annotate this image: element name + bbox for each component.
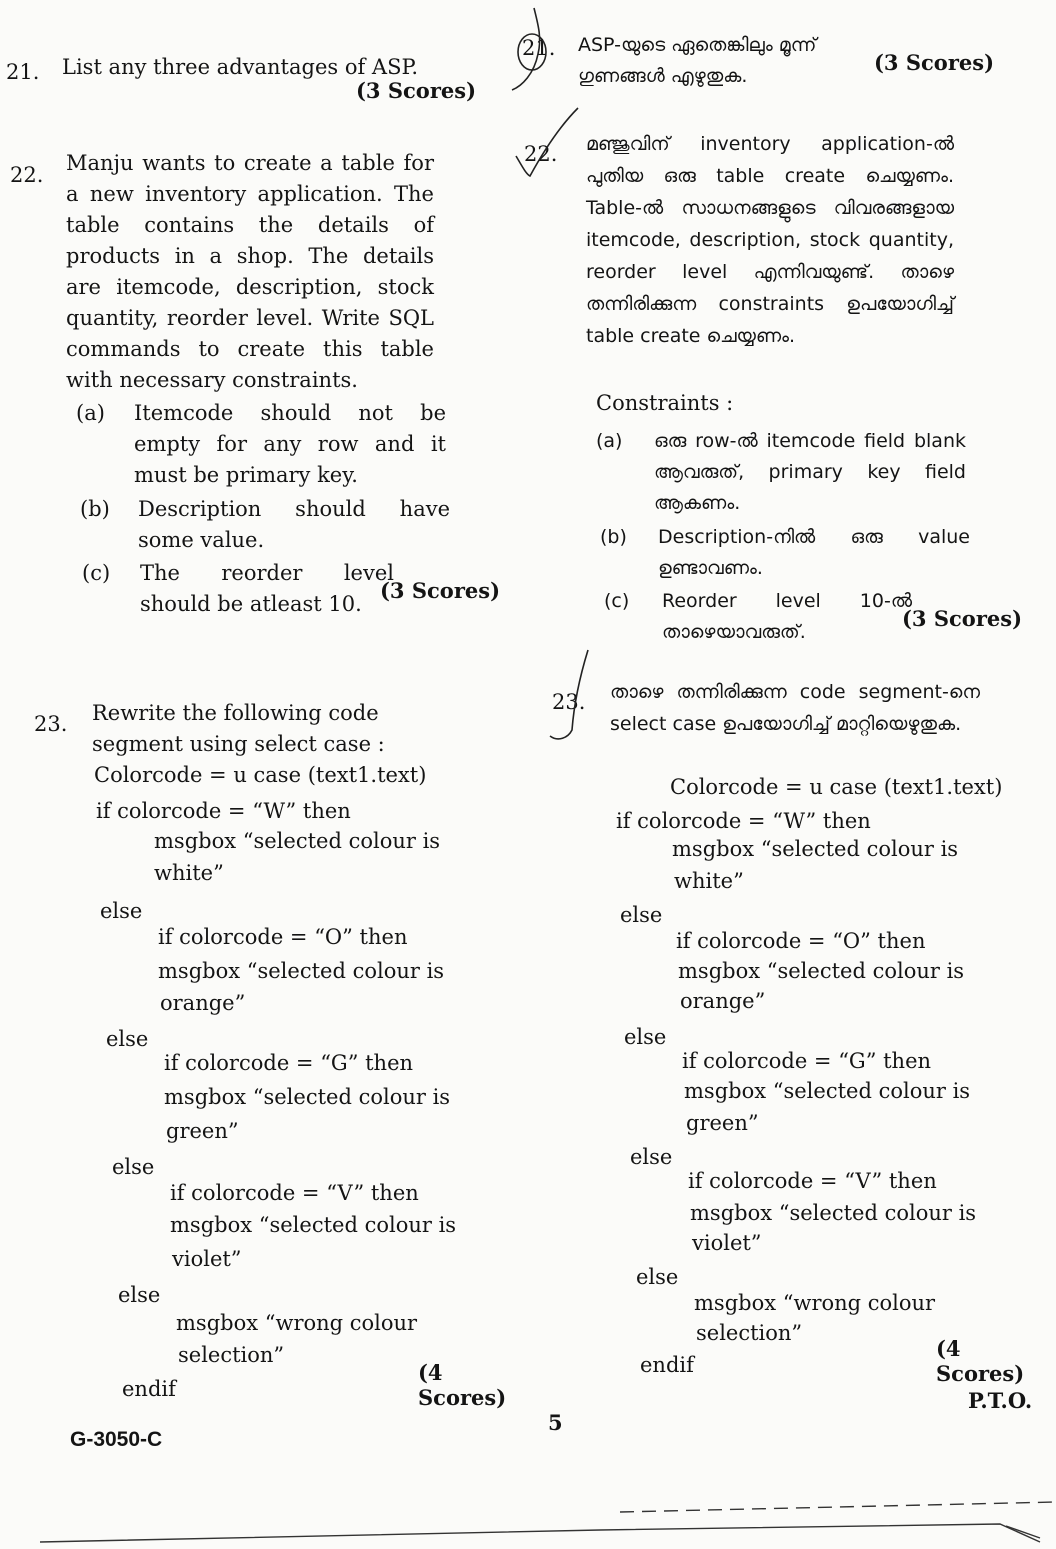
code-line: orange” bbox=[160, 991, 246, 1015]
code-line: white” bbox=[674, 869, 744, 893]
code-line: msgbox “wrong colour bbox=[694, 1291, 936, 1315]
code-line: white” bbox=[154, 861, 224, 885]
q22-text: മഞ്ജുവിന് inventory application-ൽ പുതിയ ഒരു table create ചെയ്യണം. Table-ൽ സാധനങ്ങളുടെ വിവരങ്ങളായ itemcode, description, stock quantity, reorder level എന്നിവയുണ്ട്. താഴെ തന്നിരിക്കുന്ന constraints ഉപയോഗിച്ച് table create ചെയ്യണം. bbox=[586, 133, 954, 347]
item-text: Reorder level 10-ൽ താഴെയാവരുത്. bbox=[662, 590, 912, 643]
code-line: msgbox “selected colour is bbox=[158, 959, 445, 983]
q21-score: (3 Scores) bbox=[356, 78, 477, 103]
q22-score: (3 Scores) bbox=[902, 606, 1023, 631]
item-label: (c) bbox=[604, 590, 630, 612]
q22-constraints-label: Constraints : bbox=[596, 391, 734, 415]
code-line: if colorcode = “V” then bbox=[688, 1169, 937, 1193]
code-line: if colorcode = “W” then bbox=[96, 799, 351, 823]
q23-intro: താഴെ തന്നിരിക്കുന്ന code segment-നെ select case ഉപയോഗിച്ച് മാറ്റിയെഴുതുക. bbox=[610, 681, 980, 735]
q21-text: ASP-യുടെ ഏതെങ്കിലും മൂന്ന് ഗുണങ്ങൾ എഴുതുക. bbox=[578, 34, 817, 87]
q21-text: List any three advantages of ASP. bbox=[62, 55, 419, 79]
code-line: if colorcode = “O” then bbox=[676, 929, 926, 953]
code-line: if colorcode = “W” then bbox=[616, 809, 871, 833]
item-label: (c) bbox=[82, 561, 111, 585]
code-line: msgbox “selected colour is bbox=[170, 1213, 457, 1237]
q22-score: (3 Scores) bbox=[380, 578, 501, 603]
code-line: else bbox=[620, 903, 663, 927]
item-text: ഒരു row-ൽ itemcode field blank ആവരുത്, primary key field ആകണം. bbox=[654, 430, 966, 514]
code-line: endif bbox=[640, 1353, 694, 1377]
q23-number: 23. bbox=[552, 690, 586, 714]
q21-number: 21. bbox=[522, 36, 556, 60]
q22-number: 22. bbox=[524, 142, 558, 166]
code-line: msgbox “selected colour is bbox=[164, 1085, 451, 1109]
code-line: else bbox=[118, 1283, 161, 1307]
q22-item-b bbox=[600, 522, 972, 588]
code-line: else bbox=[630, 1145, 673, 1169]
scan-edge-lines bbox=[0, 1490, 1056, 1549]
q23-score: (4 Scores) bbox=[936, 1336, 1025, 1386]
code-line: endif bbox=[122, 1377, 176, 1401]
item-label: (b) bbox=[80, 497, 110, 521]
code-line: msgbox “selected colour is bbox=[690, 1201, 977, 1225]
code-line: Colorcode = u case (text1.text) bbox=[94, 763, 427, 787]
item-text: Description should have some value. bbox=[138, 497, 450, 552]
code-line: msgbox “selected colour is bbox=[672, 837, 959, 861]
code-line: Colorcode = u case (text1.text) bbox=[670, 775, 1003, 799]
code-line: else bbox=[636, 1265, 679, 1289]
code-line: green” bbox=[686, 1111, 759, 1135]
item-text: Description-നിൽ ഒരു value ഉണ്ടാവണം. bbox=[658, 526, 970, 579]
q22-number: 22. bbox=[10, 163, 44, 187]
q22-item-a bbox=[76, 398, 446, 494]
q22-check-mark-icon bbox=[512, 104, 582, 184]
code-line: violet” bbox=[692, 1231, 762, 1255]
code-line: msgbox “wrong colour bbox=[176, 1311, 418, 1335]
code-line: else bbox=[112, 1155, 155, 1179]
code-line: selection” bbox=[696, 1321, 803, 1345]
code-line: if colorcode = “O” then bbox=[158, 925, 408, 949]
code-line: orange” bbox=[680, 989, 766, 1013]
code-line: else bbox=[624, 1025, 667, 1049]
item-label: (b) bbox=[600, 526, 627, 548]
q21-check-mark-icon bbox=[508, 4, 560, 96]
code-line: green” bbox=[166, 1119, 239, 1143]
code-line: violet” bbox=[172, 1247, 242, 1271]
item-text: Itemcode should not be empty for any row and it must be primary key. bbox=[134, 401, 446, 487]
q23-number: 23. bbox=[34, 712, 68, 736]
code-line: if colorcode = “G” then bbox=[164, 1051, 414, 1075]
code-line: msgbox “selected colour is bbox=[678, 959, 965, 983]
q22-item-a bbox=[596, 426, 968, 524]
code-line: selection” bbox=[178, 1343, 285, 1367]
q21-number: 21. bbox=[6, 60, 40, 84]
item-label: (a) bbox=[76, 401, 105, 425]
q21-score: (3 Scores) bbox=[874, 50, 995, 75]
page-number: 5 bbox=[548, 1410, 563, 1435]
item-label: (a) bbox=[596, 430, 623, 452]
code-line: if colorcode = “G” then bbox=[682, 1049, 932, 1073]
q23-check-mark-icon bbox=[544, 646, 592, 746]
q23-score: (4 Scores) bbox=[418, 1360, 507, 1410]
code-line: msgbox “selected colour is bbox=[684, 1079, 971, 1103]
paper-code: G-3050-C bbox=[70, 1428, 163, 1451]
code-line: if colorcode = “V” then bbox=[170, 1181, 419, 1205]
q23-intro: Rewrite the following code segment using select case : bbox=[92, 701, 385, 756]
please-turn-over: P.T.O. bbox=[968, 1388, 1033, 1413]
code-line: msgbox “selected colour is bbox=[154, 829, 441, 853]
code-line: else bbox=[106, 1027, 149, 1051]
q22-item-b bbox=[80, 494, 450, 558]
code-line: else bbox=[100, 899, 143, 923]
q22-text: Manju wants to create a table for a new inventory application. The table contains the details of products in a shop. The details are itemcode, description, stock quantity, reorder level. Write SQL commands to create this table with necessary constraints. bbox=[66, 151, 434, 392]
item-text: The reorder level should be atleast 10. bbox=[140, 561, 394, 616]
